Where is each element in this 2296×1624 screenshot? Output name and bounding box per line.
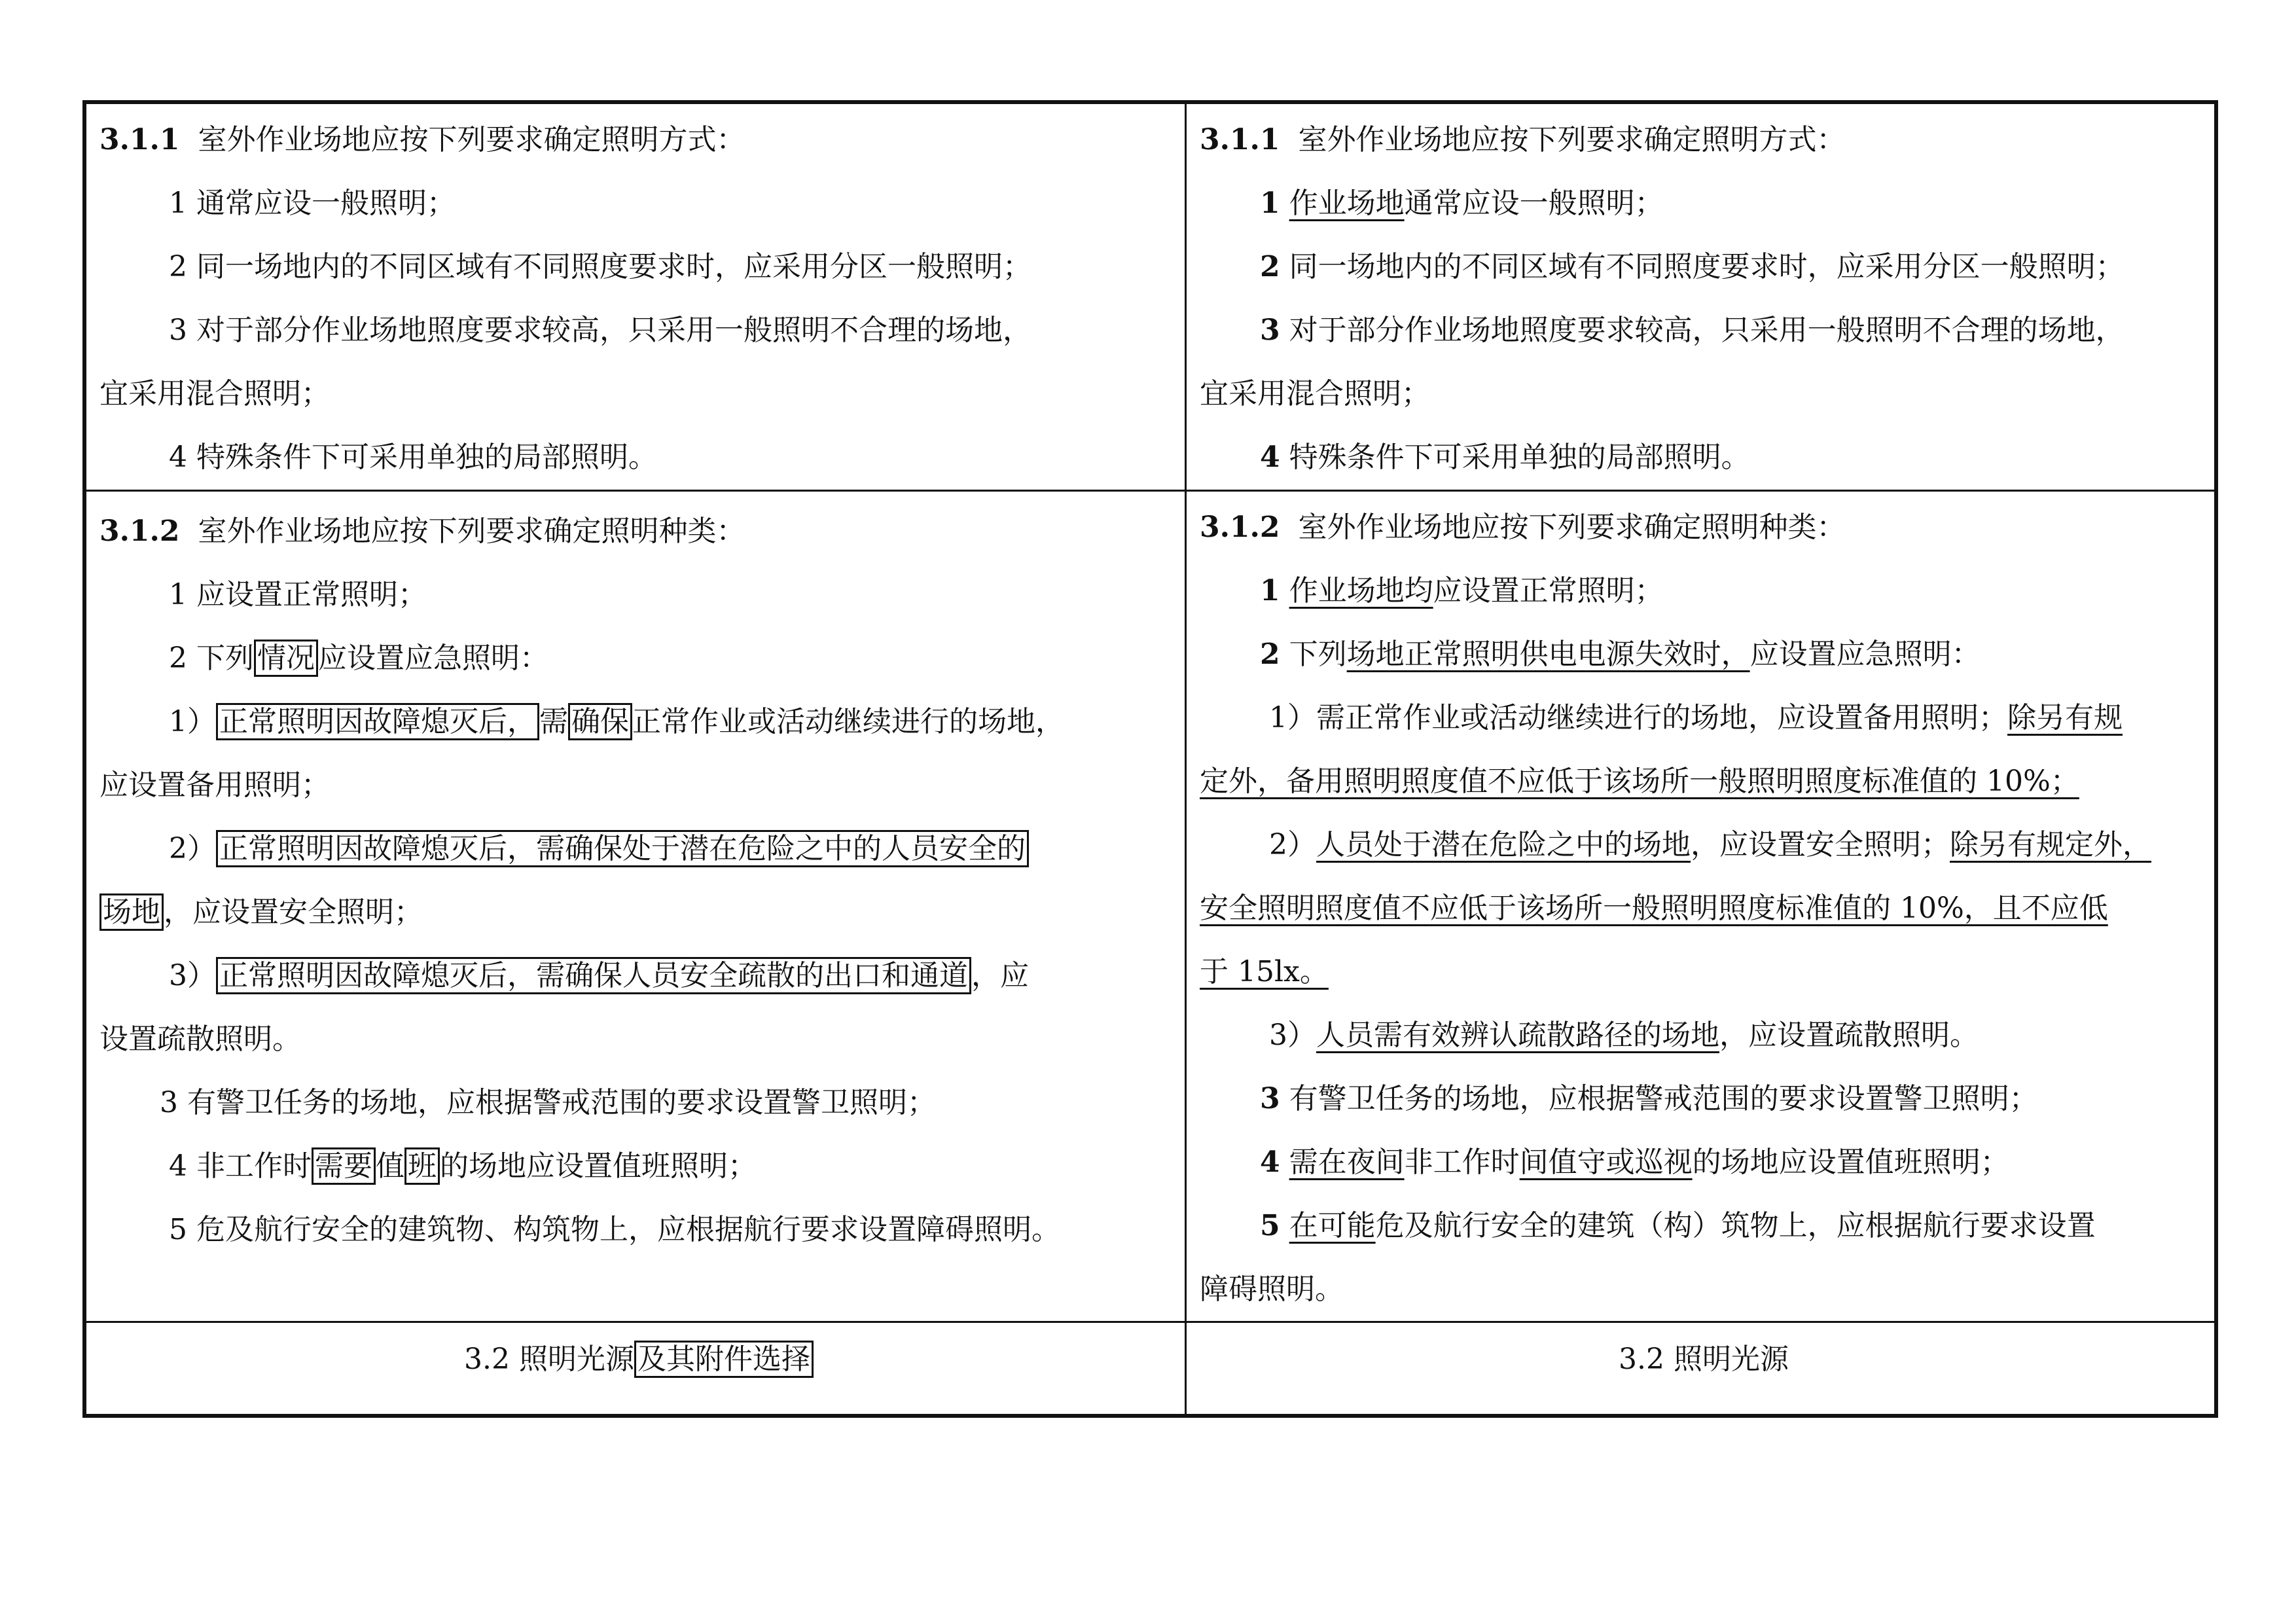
clause-number: 3.1.2 [99,514,180,548]
original-clause-3-1-2 [84,491,1186,1322]
inserted-text: 定外，备用照明照度值不应低于该场所一般照明照度标准值的 10%； [1200,765,2079,798]
original-section-3-2 [84,1322,1186,1416]
sub-item-continuation [1200,876,2208,940]
deleted-text: 及其附件选择 [634,1341,814,1378]
deleted-text: 班 [404,1147,440,1185]
revised-section-3-2 [1186,1322,2217,1416]
clause-number: 3.1.1 [99,123,180,156]
clause-title: 室外作业场地应按下列要求确定照明方式： [1298,123,1846,156]
list-item-continuation: 宜采用混合照明； [1200,377,1430,410]
sub-item: 2）人员处于潜在危险之中的场地，应设置安全照明；除另有规定外， [1269,828,2151,861]
deleted-text: 正常照明因故障熄灭后，需确保处于潜在危险之中的人员安全的 [216,830,1029,867]
sub-item-continuation: 设置疏散照明。 [99,1022,301,1056]
list-item-continuation: 障碍照明。 [1200,1272,1344,1306]
list-item: 4 特殊条件下可采用单独的局部照明。 [169,441,657,474]
sub-item-continuation [1200,940,2208,1003]
clause-heading [99,499,1178,563]
inserted-text: 除另有规定外， [1950,828,2151,861]
sub-item-continuation: 应设置备用照明； [99,768,330,802]
list-item: 2 下列场地正常照明供电电源失效时，应设置应急照明： [1260,638,1981,671]
sub-item: 3） 正常照明因故障熄灭后，需确保人员安全疏散的出口和通道 ，应 [99,944,1178,1007]
inserted-text: 人员处于潜在危险之中的场地 [1316,828,1691,861]
deleted-text: 情况 [254,640,318,677]
section-heading: 3.2 照明光源 [1619,1343,1789,1376]
clause-number: 3.1.2 [1200,511,1280,544]
table-row [84,102,2216,491]
inserted-text: 场地正常照明供电电源失效时， [1346,638,1750,671]
inserted-text: 需在夜间 [1289,1146,1405,1179]
sub-item: 2） 正常照明因故障熄灭后，需确保处于潜在危险之中的人员安全的 [99,817,1178,880]
inserted-text: 人员需有效辨认疏散路径的场地 [1316,1019,1719,1052]
clause-title: 室外作业场地应按下列要求确定照明方式： [198,123,745,156]
revised-clause-3-1-2 [1186,491,2217,1322]
revised-clause-3-1-1 [1186,102,2217,491]
clause-heading [1200,496,2208,559]
list-item: 2 同一场地内的不同区域有不同照度要求时，应采用分区一般照明； [1260,250,2125,283]
clause-title: 室外作业场地应按下列要求确定照明种类： [198,514,745,548]
table-row [84,491,2216,1322]
deleted-text: 确保 [568,703,632,740]
list-item: 3 对于部分作业场地照度要求较高，只采用一般照明不合理的场地， [1260,314,2125,347]
clause-heading [1200,108,2208,171]
clause-title: 室外作业场地应按下列要求确定照明种类： [1298,511,1846,544]
sub-item: 1）需正常作业或活动继续进行的场地，应设置备用照明；除另有规 [1269,701,2123,734]
inserted-text: 在可能 [1289,1209,1376,1242]
list-item: 4 非工作时 需要 值 班 的场地应设置值班照明； [99,1134,1178,1198]
list-item: 3 有警卫任务的场地，应根据警戒范围的要求设置警卫照明； [160,1086,936,1119]
sub-item: 3）人员需有效辨认疏散路径的场地，应设置疏散照明。 [1269,1019,1979,1052]
clause-number: 3.1.1 [1200,123,1280,156]
list-item: 5 在可能危及航行安全的建筑（构）筑物上，应根据航行要求设置 [1260,1209,2096,1242]
list-item: 4 特殊条件下可采用单独的局部照明。 [1260,441,1750,474]
clause-heading [99,108,1178,171]
deleted-text: 需要 [312,1147,376,1185]
comparison-table [82,100,2218,1418]
sub-item: 1） 正常照明因故障熄灭后， 需 确保 正常作业或活动继续进行的场地， [99,690,1178,753]
list-item: 1 应设置正常照明； [169,578,427,611]
inserted-text: 安全照明照度值不应低于该场所一般照明照度标准值的 10%，且不应低 [1200,892,2108,925]
original-clause-3-1-1 [84,102,1186,491]
table-row [84,1322,2216,1416]
list-item: 5 危及航行安全的建筑物、构筑物上，应根据航行要求设置障碍照明。 [169,1213,1060,1246]
list-item: 3 有警卫任务的场地，应根据警戒范围的要求设置警卫照明； [1260,1082,2038,1115]
section-heading: 3.2 照明光源 及其附件选择 [99,1327,1178,1392]
list-item: 1 作业场地均应设置正常照明； [1260,574,1664,607]
deleted-text: 场地 [99,893,164,931]
sub-item-continuation: 场地 ，应设置安全照明； [99,880,1178,944]
inserted-text: 作业场地 [1289,187,1405,220]
inserted-text: 除另有规 [2007,701,2123,734]
list-item: 1 作业场地通常应设一般照明； [1260,187,1664,220]
inserted-text: 间值守或巡视 [1519,1146,1693,1179]
list-item: 2 下列 情况 应设置应急照明： [99,626,1178,690]
list-item: 1 通常应设一般照明； [169,187,456,220]
deleted-text: 正常照明因故障熄灭后，需确保人员安全疏散的出口和通道 [216,957,971,994]
list-item-continuation: 宜采用混合照明； [99,377,330,410]
inserted-text: 作业场地均 [1289,574,1433,607]
sub-item-continuation [1200,749,2208,813]
deleted-text: 正常照明因故障熄灭后， [216,703,539,740]
list-item: 3 对于部分作业场地照度要求较高，只采用一般照明不合理的场地， [169,314,1031,347]
inserted-text: 于 15lx。 [1200,955,1329,988]
list-item: 2 同一场地内的不同区域有不同照度要求时，应采用分区一般照明； [169,250,1031,283]
list-item: 4 需在夜间非工作时间值守或巡视的场地应设置值班照明； [1260,1146,2009,1179]
